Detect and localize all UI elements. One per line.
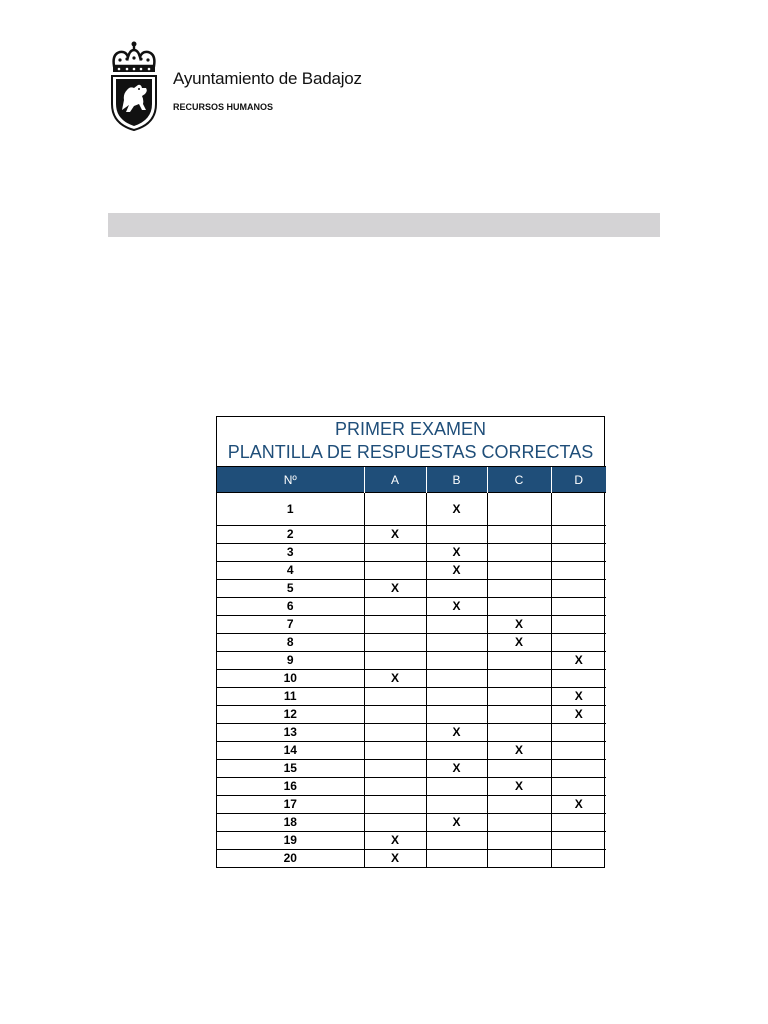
answer-cell-b — [426, 670, 487, 688]
answer-cell-c: X — [487, 616, 551, 634]
answer-cell-b: X — [426, 760, 487, 778]
coat-of-arms-icon — [108, 40, 160, 132]
answer-cell-b — [426, 616, 487, 634]
answer-cell-b — [426, 796, 487, 814]
answer-cell-d — [551, 634, 606, 652]
question-number: 18 — [217, 814, 364, 832]
answer-cell-c — [487, 580, 551, 598]
answer-cell-a — [364, 778, 426, 796]
table-row — [217, 760, 606, 778]
question-number: 8 — [217, 634, 364, 652]
answer-cell-d — [551, 850, 606, 868]
answer-cell-a — [364, 688, 426, 706]
column-header-c: C — [487, 467, 551, 493]
answer-cell-b: X — [426, 544, 487, 562]
answer-cell-a — [364, 598, 426, 616]
question-number: 15 — [217, 760, 364, 778]
question-number: 4 — [217, 562, 364, 580]
answer-cell-d — [551, 670, 606, 688]
question-number: 19 — [217, 832, 364, 850]
answer-cell-a: X — [364, 850, 426, 868]
question-number: 14 — [217, 742, 364, 760]
table-row — [217, 706, 606, 724]
answer-cell-d — [551, 832, 606, 850]
answer-key-title — [217, 417, 604, 466]
answer-cell-d — [551, 493, 606, 526]
answer-cell-b — [426, 634, 487, 652]
answer-cell-a — [364, 706, 426, 724]
answer-cell-b: X — [426, 562, 487, 580]
table-row — [217, 652, 606, 670]
answer-cell-c — [487, 562, 551, 580]
answer-cell-c — [487, 724, 551, 742]
letterhead — [108, 40, 408, 132]
table-row — [217, 832, 606, 850]
answer-cell-a — [364, 724, 426, 742]
table-row — [217, 493, 606, 526]
answer-cell-d: X — [551, 706, 606, 724]
table-row — [217, 742, 606, 760]
answer-cell-c — [487, 688, 551, 706]
answer-cell-c: X — [487, 778, 551, 796]
answer-cell-d: X — [551, 652, 606, 670]
answer-cell-c: X — [487, 742, 551, 760]
question-number: 2 — [217, 526, 364, 544]
answer-cell-b — [426, 526, 487, 544]
answers-table — [217, 466, 606, 867]
question-number: 11 — [217, 688, 364, 706]
answer-cell-d — [551, 580, 606, 598]
answer-cell-a — [364, 544, 426, 562]
answer-cell-b — [426, 706, 487, 724]
column-header-d: D — [551, 467, 606, 493]
column-header-number: Nº — [217, 467, 364, 493]
answer-cell-a — [364, 634, 426, 652]
answer-cell-d — [551, 760, 606, 778]
answer-cell-a: X — [364, 670, 426, 688]
answer-cell-b — [426, 778, 487, 796]
question-number: 12 — [217, 706, 364, 724]
answer-cell-c — [487, 850, 551, 868]
question-number: 13 — [217, 724, 364, 742]
table-row — [217, 598, 606, 616]
answer-cell-c — [487, 832, 551, 850]
answer-cell-a: X — [364, 526, 426, 544]
department-name: RECURSOS HUMANOS — [173, 102, 274, 112]
question-number: 9 — [217, 652, 364, 670]
answer-cell-b — [426, 742, 487, 760]
answer-cell-a: X — [364, 832, 426, 850]
table-row — [217, 544, 606, 562]
answer-cell-a — [364, 796, 426, 814]
question-number: 6 — [217, 598, 364, 616]
answer-cell-b — [426, 580, 487, 598]
answer-cell-c — [487, 544, 551, 562]
answer-cell-a — [364, 760, 426, 778]
column-header-b: B — [426, 467, 487, 493]
answer-cell-d — [551, 778, 606, 796]
answer-cell-b — [426, 832, 487, 850]
table-header-row — [217, 467, 606, 493]
table-row — [217, 562, 606, 580]
answer-cell-a — [364, 493, 426, 526]
answer-cell-a — [364, 742, 426, 760]
answer-cell-c — [487, 598, 551, 616]
answer-cell-c — [487, 526, 551, 544]
answer-cell-b: X — [426, 598, 487, 616]
question-number: 20 — [217, 850, 364, 868]
table-row — [217, 670, 606, 688]
template-title: PLANTILLA DE RESPUESTAS CORRECTAS — [227, 442, 594, 462]
exam-title: PRIMER EXAMEN — [334, 419, 487, 439]
table-row — [217, 526, 606, 544]
answer-cell-a — [364, 652, 426, 670]
table-row — [217, 634, 606, 652]
answer-cell-d — [551, 742, 606, 760]
question-number: 7 — [217, 616, 364, 634]
table-row — [217, 850, 606, 868]
answer-cell-c — [487, 706, 551, 724]
answer-cell-a — [364, 562, 426, 580]
answer-cell-c: X — [487, 634, 551, 652]
answer-cell-a: X — [364, 580, 426, 598]
answer-cell-d: X — [551, 796, 606, 814]
table-row — [217, 796, 606, 814]
section-divider-bar — [108, 213, 660, 237]
answer-cell-c — [487, 493, 551, 526]
question-number: 1 — [217, 493, 364, 526]
answer-key-sheet — [216, 416, 605, 868]
answer-cell-c — [487, 670, 551, 688]
answer-cell-b: X — [426, 814, 487, 832]
table-row — [217, 814, 606, 832]
answer-cell-a — [364, 814, 426, 832]
answer-cell-d: X — [551, 688, 606, 706]
answer-cell-b: X — [426, 724, 487, 742]
answer-cell-d — [551, 814, 606, 832]
question-number: 10 — [217, 670, 364, 688]
answer-cell-d — [551, 598, 606, 616]
answer-cell-b: X — [426, 493, 487, 526]
question-number: 3 — [217, 544, 364, 562]
question-number: 16 — [217, 778, 364, 796]
answer-cell-d — [551, 616, 606, 634]
answer-cell-d — [551, 544, 606, 562]
answer-cell-c — [487, 796, 551, 814]
answer-cell-c — [487, 814, 551, 832]
table-row — [217, 688, 606, 706]
table-row — [217, 778, 606, 796]
table-row — [217, 616, 606, 634]
answer-cell-d — [551, 562, 606, 580]
question-number: 17 — [217, 796, 364, 814]
answer-cell-b — [426, 688, 487, 706]
answer-cell-d — [551, 724, 606, 742]
answer-cell-b — [426, 652, 487, 670]
answer-cell-a — [364, 616, 426, 634]
answer-cell-c — [487, 652, 551, 670]
table-row — [217, 724, 606, 742]
answer-cell-d — [551, 526, 606, 544]
question-number: 5 — [217, 580, 364, 598]
organization-name: Ayuntamiento de Badajoz — [173, 69, 362, 88]
table-row — [217, 580, 606, 598]
column-header-a: A — [364, 467, 426, 493]
answer-cell-b — [426, 850, 487, 868]
answer-cell-c — [487, 760, 551, 778]
